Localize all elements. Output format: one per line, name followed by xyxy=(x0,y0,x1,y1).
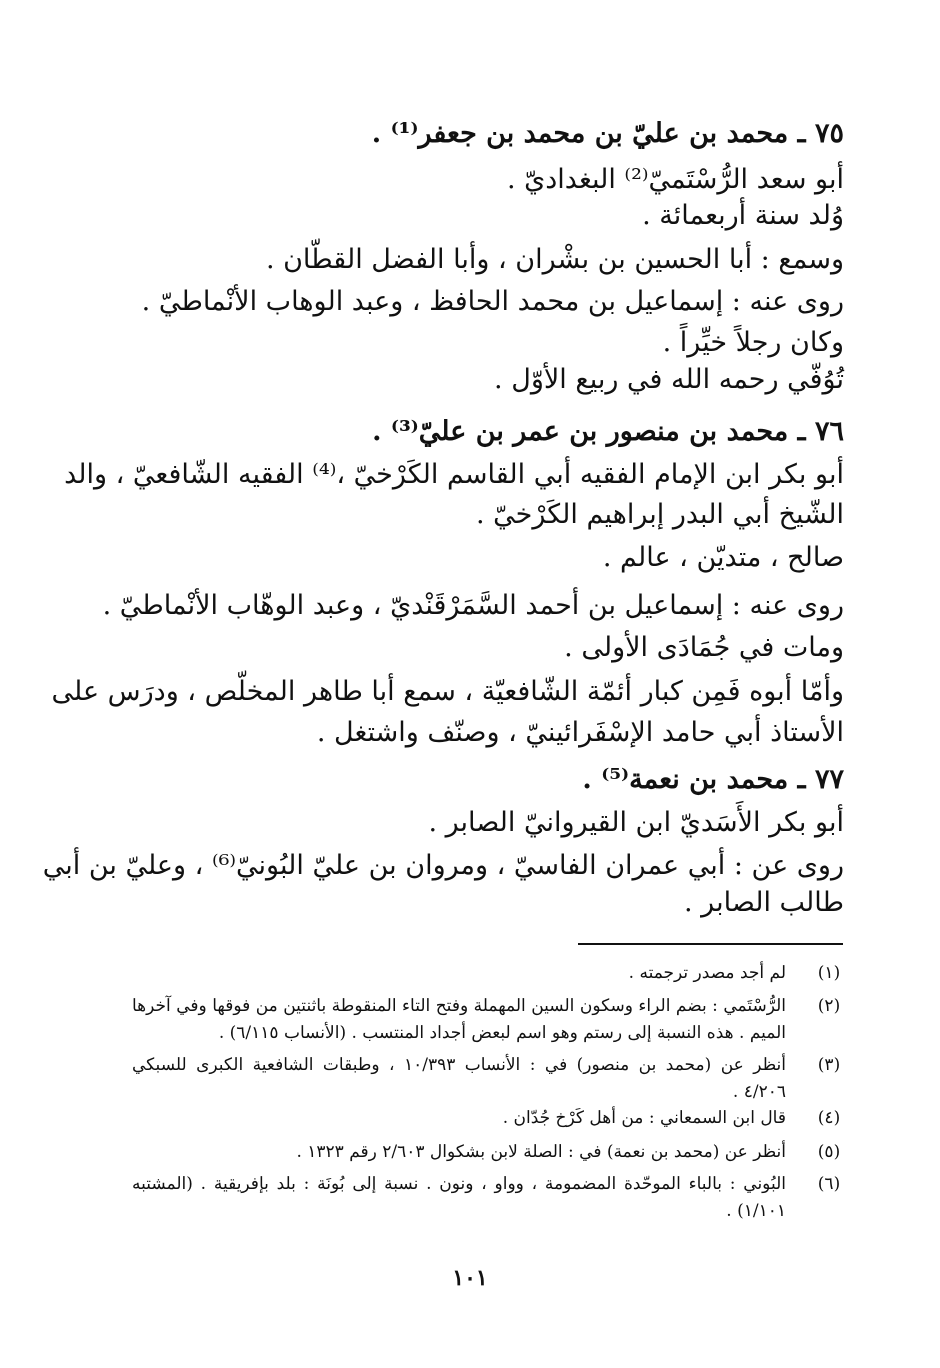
entry-76-line: وأمّا أبوه فَمِن كبار أئمّة الشّافعيّة ، سمع أبا طاهر المخلّص ، ودرَس على xyxy=(51,676,844,707)
entry-77-line: أبو بكر الأَسَديّ ابن القيروانيّ الصابر . xyxy=(428,807,844,838)
footnote-text: البُوني : بالباء الموحّدة المضمومة ، وواو ، ونون . نسبة إلى بُونَة : بلد بإفريقية . (المشتبه xyxy=(132,1174,786,1194)
entry-75-line: روى عنه : إسماعيل بن محمد الحافظ ، وعبد الوهاب الأنْماطيّ . xyxy=(141,286,844,317)
footnote-text: قال ابن السمعاني : من أهل كَرْخ جُدّان . xyxy=(502,1108,786,1128)
entry-76-line: ومات في جُمَادَى الأولى . xyxy=(564,632,844,663)
footnote-continuation: ١/١٠١) . xyxy=(726,1201,786,1221)
footnote-number: (٣) xyxy=(817,1055,841,1075)
entry-75-line: أبو سعد الرُّسْتَميّ⁽²⁾ البغداديّ . xyxy=(506,164,844,195)
entry-77-heading: ٧٧ ـ محمد بن نعمة⁽⁵⁾ . xyxy=(582,764,844,795)
footnote-number: (٥) xyxy=(817,1142,841,1162)
page-number: ١٠١ xyxy=(452,1265,488,1291)
entry-76-heading: ٧٦ ـ محمد بن منصور بن عمر بن عليّ⁽³⁾ . xyxy=(372,416,844,447)
footnote-separator xyxy=(578,943,843,945)
entry-76-line: الأستاذ أبي حامد الإسْفَرائينيّ ، وصنّف واشتغل . xyxy=(316,717,844,748)
footnote-text: أنظر عن (محمد بن منصور) في : الأنساب ١٠/٣٩٣ ، وطبقات الشافعية الكبرى للسبكي xyxy=(132,1055,787,1075)
entry-75-line: وسمع : أبا الحسين بن بشْران ، وأبا الفضل القطّان . xyxy=(265,244,844,275)
footnote-text: لم أجد مصدر ترجمته . xyxy=(628,963,786,983)
footnote-continuation: ٤/٢٠٦ . xyxy=(732,1082,786,1102)
entry-77-line: روى عن : أبي عمران الفاسيّ ، ومروان بن عليّ البُونيّ⁽⁶⁾ ، وعليّ بن أبي xyxy=(42,850,844,881)
entry-76-line: صالح ، متديّن ، عالم . xyxy=(602,542,844,573)
entry-77-line: طالب الصابر . xyxy=(684,887,844,918)
footnote-number: (٢) xyxy=(817,996,841,1016)
footnote-number: (١) xyxy=(817,963,841,983)
footnote-text: أنظر عن (محمد بن نعمة) في : الصلة لابن بشكوال ٢/٦٠٣ رقم ١٣٢٣ . xyxy=(296,1142,786,1162)
footnote-number: (٦) xyxy=(817,1174,841,1194)
entry-76-line: الشّيخ أبي البدر إبراهيم الكَرْخيّ . xyxy=(476,499,844,530)
entry-75-line: وُلد سنة أربعمائة . xyxy=(642,200,844,231)
entry-76-line: أبو بكر ابن الإمام الفقيه أبي القاسم الكَرْخيّ ،⁽⁴⁾ الفقيه الشّافعيّ ، والد xyxy=(64,459,844,490)
entry-75-heading: ٧٥ ـ محمد بن عليّ بن محمد بن جعفر⁽¹⁾ . xyxy=(371,118,844,149)
footnote-continuation: الميم . هذه النسبة إلى رستم وهو اسم لبعض أجداد المنتسب . (الأنساب ٦/١١٥) . xyxy=(218,1023,786,1043)
entry-75-line: وكان رجلاً خيِّراً . xyxy=(662,327,844,358)
entry-75-line: تُوُفّي رحمه الله في ربيع الأوّل . xyxy=(494,364,844,395)
entry-76-line: روى عنه : إسماعيل بن أحمد السَّمَرْقَنْديّ ، وعبد الوهّاب الأنْماطيّ . xyxy=(102,590,844,621)
footnote-text: الرُّسْتَمي : بضم الراء وسكون السين المهملة وفتح التاء المنقوطة باثنتين من فوقها وفي آخرها xyxy=(132,996,786,1016)
footnote-number: (٤) xyxy=(817,1108,841,1128)
